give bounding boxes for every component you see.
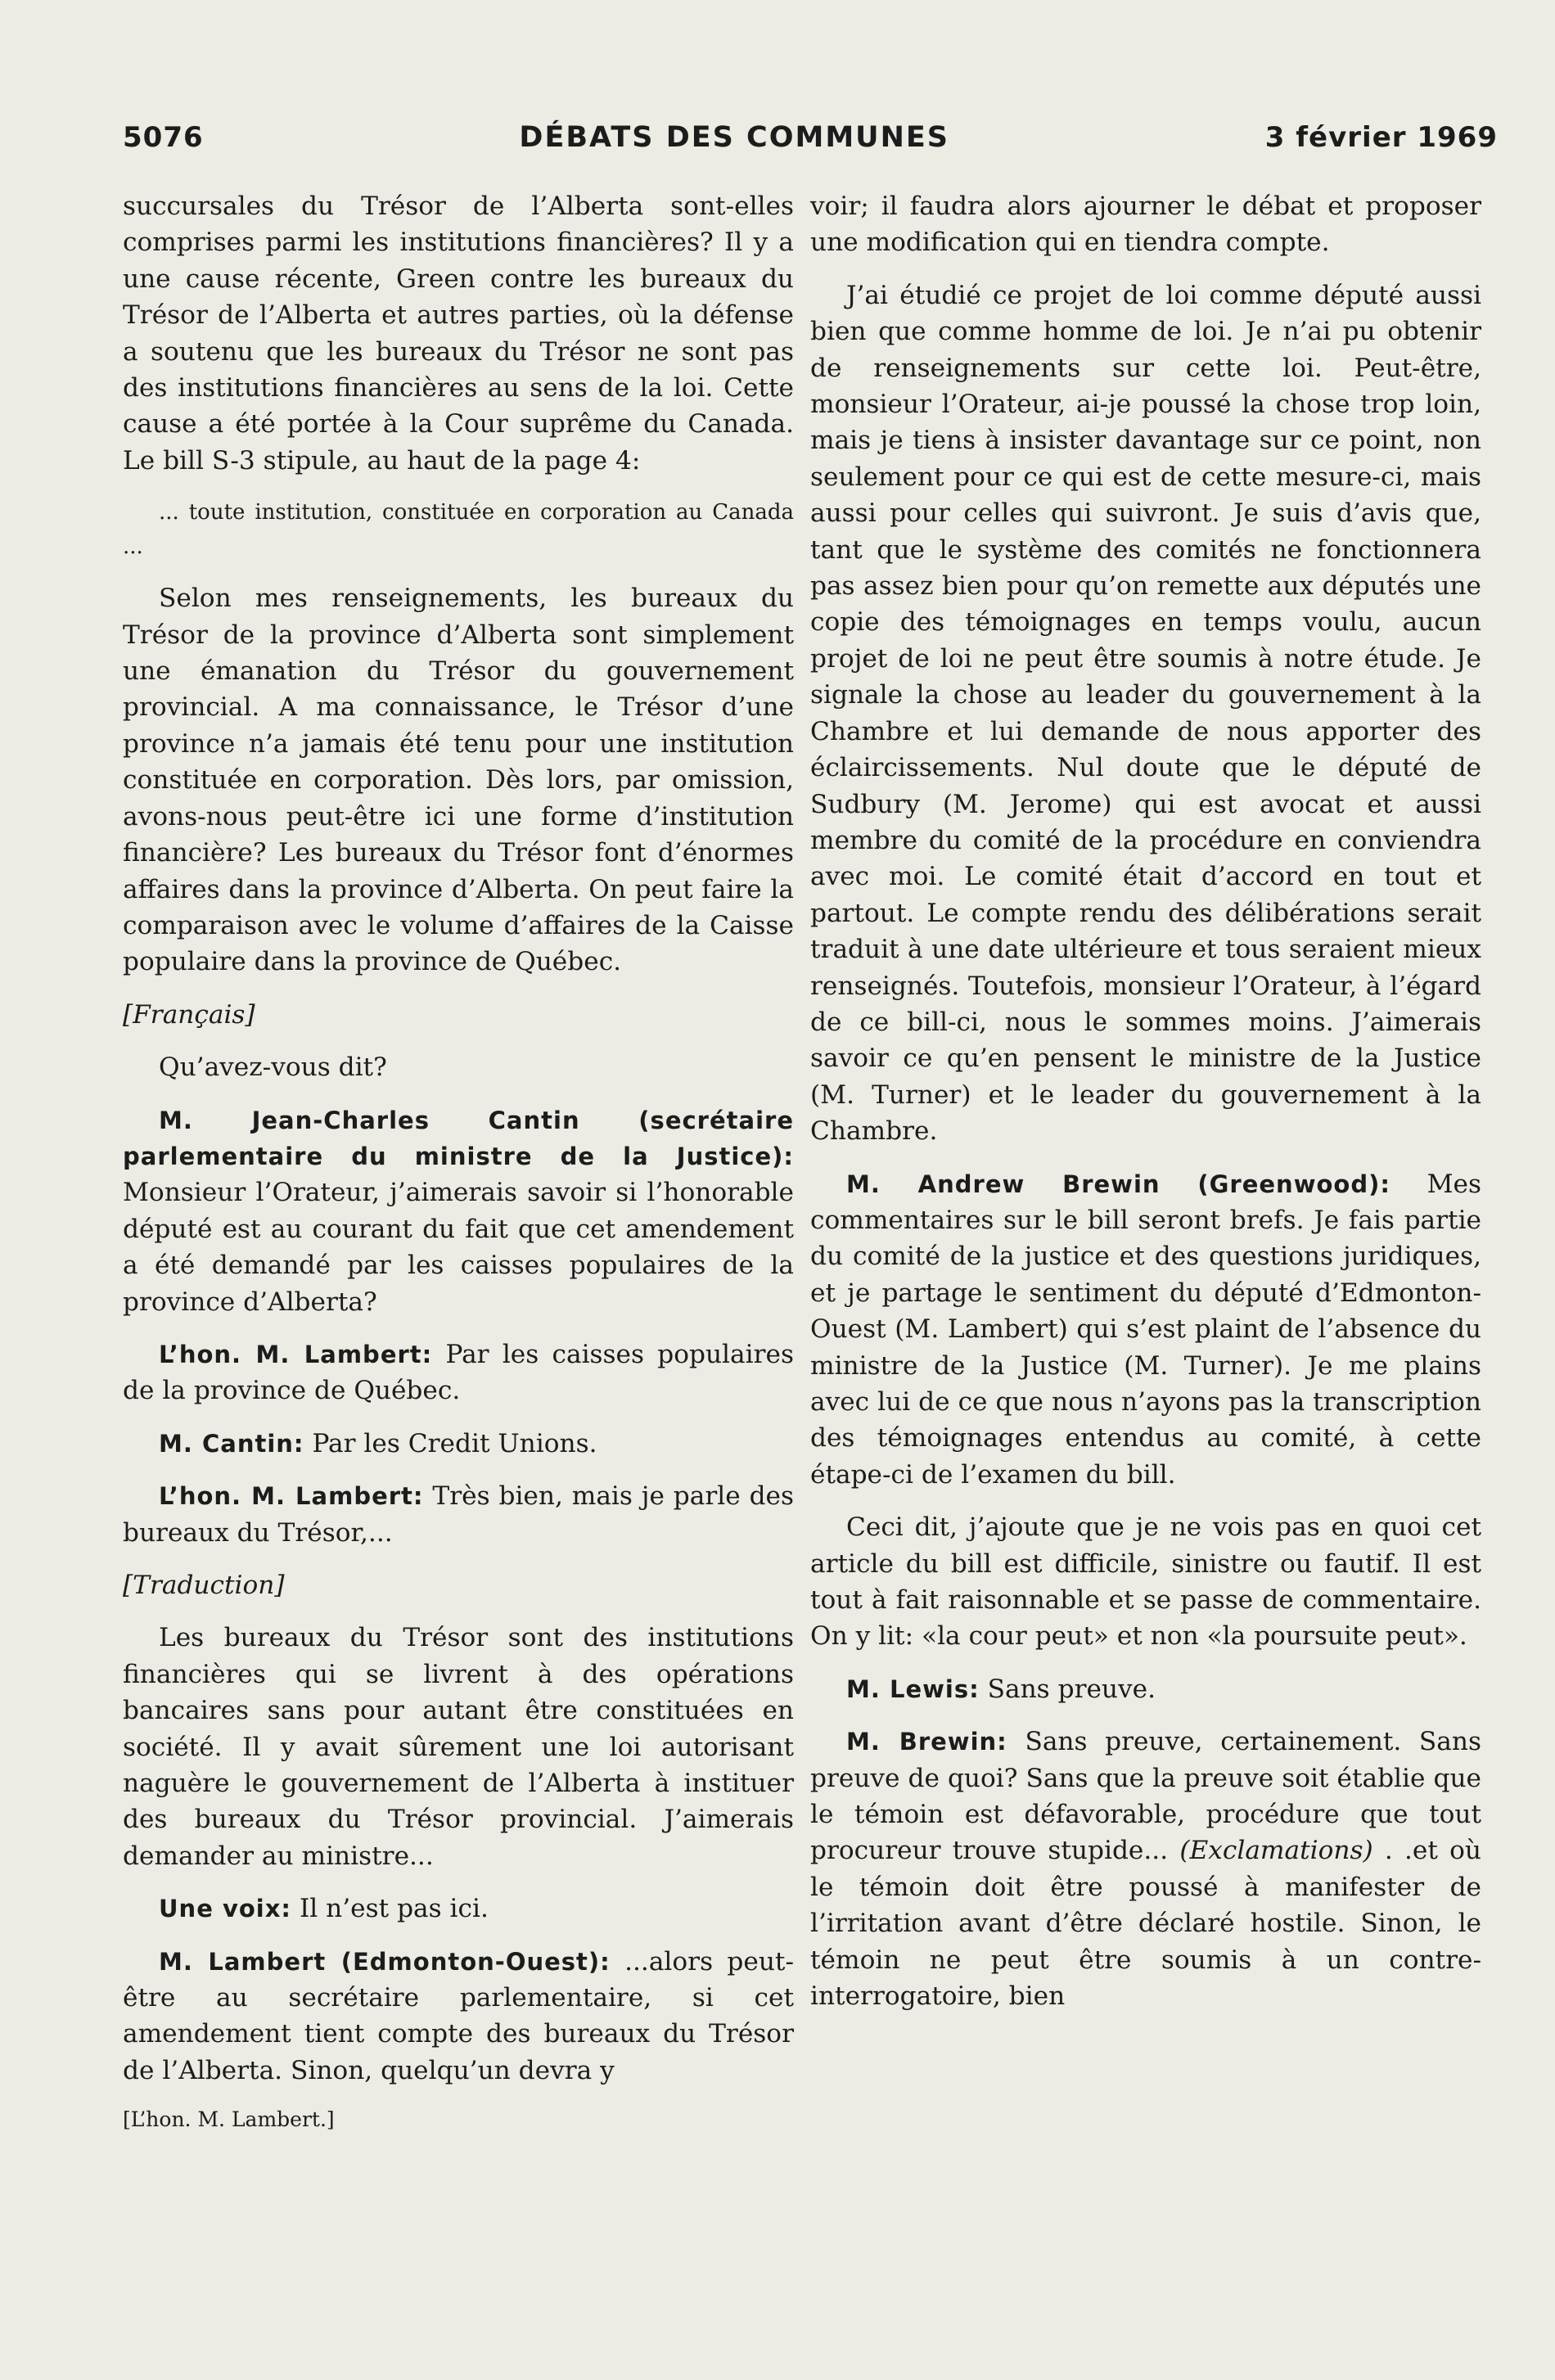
page-date: 3 février 1969 — [1264, 121, 1498, 154]
speech-text: Sans preuve, certainement. Sans preuve de quoi? Sans que la preuve soit établie que le témoin est défavorable, procédure que tout procureur trouve stupide... — [810, 1727, 1481, 1866]
publication-title: DÉBATS DES COMMUNES — [519, 121, 949, 154]
speech — [123, 1944, 794, 2089]
paragraph: Qu’avez-vous dit? — [159, 1053, 387, 1083]
speech-text: Par les caisses populaires de la province de Québec. — [123, 1339, 794, 1406]
speech — [123, 1891, 794, 1927]
paragraph: succursales du Trésor de l’Alberta sont-elles comprises parmi les institutions financières? Il y a une cause récente, Green contre les bureaux du Trésor de l’Alberta et autres parties, où la défense a soutenu que les bureaux du Trésor ne sont pas des institutions financières au sens de la loi. Cette cause a été portée à la Cour suprême du Canada. Le bill S-3 stipule, au haut de la page 4: — [123, 192, 794, 476]
speech-text: Mes commentaires sur le bill seront brefs. Je fais partie du comité de la justice et des questions juridiques, et je partage le sentiment du député d’Edmonton-Ouest (M. Lambert) qui s’est plaint de l’absence du ministre de la Justice (M. Turner). Je me plains avec lui de ce que nous n’ayons pas la transcription des témoignages entendus au comité, à cette étape-ci de l’examen du bill. — [810, 1169, 1481, 1490]
paragraph: Ceci dit, j’ajoute que je ne vois pas en quoi cet article du bill est difficile, sinistre ou fautif. Il est tout à fait raisonnable et se passe de commentaire. On y lit: «la cour peut» et non «la poursuite peut». — [810, 1512, 1481, 1652]
speaker-name: L’hon. M. Lambert: — [159, 1482, 424, 1511]
speech — [123, 1102, 794, 1320]
speech — [123, 1478, 794, 1551]
speaker-name: M. Jean-Charles Cantin (secrétaire parlementaire du ministre de la Justice): — [123, 1106, 794, 1170]
speech-text: Monsieur l’Orateur, j’aimerais savoir si l’honorable député est au courant du fait que cet amendement a été demandé par les caisses populaires de la province d’Alberta? — [123, 1178, 794, 1317]
interjection-label: (Exclamations) — [1179, 1836, 1373, 1866]
speaker-name: L’hon. M. Lambert: — [159, 1340, 433, 1368]
left-column — [123, 188, 794, 2134]
speech — [123, 1336, 794, 1409]
speech — [810, 1724, 1481, 2014]
speaker-name: M. Brewin: — [846, 1728, 1007, 1756]
section-label-francais: [Français] — [123, 999, 255, 1030]
speech-text: Par les Credit Unions. — [312, 1428, 597, 1458]
paragraph: J’ai étudié ce projet de loi comme député aussi bien que comme homme de loi. Je n’ai pu obtenir de renseignements sur cette loi. Peut-être, monsieur l’Orateur, ai-je poussé la chose trop loin, mais je tiens à insister davantage sur ce point, non seulement pour ce qui est de cette mesure-ci, mais aussi pour celles qui suivront. Je suis d’avis que, tant que le système des comités ne fonctionnera pas assez bien pour qu’on remette aux députés une copie des témoignages en temps voulu, aucun projet de loi ne peut être soumis à notre étude. Je signale la chose au leader du gouvernement à la Chambre et lui demande de nous apporter des éclaircissements. Nul doute que le député de Sudbury (M. Jerome) qui est avocat et aussi membre du comité de la procédure en conviendra avec moi. Le comité était d’accord en tout et partout. Le compte rendu des délibérations serait traduit à une date ultérieure et tous seraient mieux renseignés. Toutefois, monsieur l’Orateur, à l’égard de ce bill-ci, nous le sommes moins. J’aimerais savoir ce qu’en pensent le ministre de la Justice (M. Turner) et le leader du gouvernement à la Chambre. — [810, 280, 1481, 1147]
speech-text: Sans preuve. — [987, 1674, 1156, 1704]
speech — [123, 1426, 794, 1462]
speech-text: . .et où le témoin doit être poussé à manifester de l’irritation avant d’être déclaré hostile. Sinon, le témoin ne peut être soumis à un contre-interrogatoire, bien — [810, 1836, 1482, 2012]
speech-text: Il n’est pas ici. — [299, 1894, 489, 1924]
section-label-traduction: [Traduction] — [123, 1571, 285, 1600]
right-column — [810, 188, 1481, 2031]
speaker-name: Une voix: — [159, 1895, 292, 1923]
speaker-name: M. Lewis: — [846, 1675, 980, 1703]
page-number: 5076 — [123, 121, 204, 154]
paragraph: Les bureaux du Trésor sont des institutions financières qui se livrent à des opérations bancaires sans pour autant être constituées en société. Il y avait sûrement une loi autorisant naguère le gouvernement de l’Alberta à instituer des bureaux du Trésor provincial. J’aimerais demander au ministre... — [123, 1623, 794, 1871]
speech — [810, 1166, 1481, 1494]
speaker-footer-reference: [L’hon. M. Lambert.] — [123, 2107, 335, 2132]
page-header — [123, 121, 1498, 162]
speech — [810, 1671, 1481, 1707]
speech-text: ...alors peut-être au secrétaire parlementaire, si cet amendement tient compte des bureaux du Trésor de l’Alberta. Sinon, quelqu’un devra y — [123, 1946, 794, 2085]
speaker-name: M. Lambert (Edmonton-Ouest): — [159, 1947, 611, 1976]
speaker-name: M. Cantin: — [159, 1429, 304, 1458]
speech-text: Très bien, mais je parle des bureaux du Trésor,... — [123, 1481, 794, 1548]
paragraph: voir; il faudra alors ajourner le débat et proposer une modification qui en tiendra compte. — [810, 192, 1481, 258]
paragraph: Selon mes renseignements, les bureaux du Trésor de la province d’Alberta sont simplement une émanation du Trésor du gouvernement provincial. A ma connaissance, le Trésor d’une province n’a jamais été tenu pour une institution constituée en corporation. Dès lors, par omission, avons-nous peut-être ici une forme d’institution financière? Les bureaux du Trésor font d’énormes affaires dans la province d’Alberta. On peut faire la comparaison avec le volume d’affaires de la Caisse populaire dans la province de Québec. — [123, 584, 794, 977]
block-quote: ... toute institution, constituée en corporation au Canada ... — [123, 500, 794, 560]
speaker-name: M. Andrew Brewin (Greenwood): — [846, 1170, 1390, 1198]
